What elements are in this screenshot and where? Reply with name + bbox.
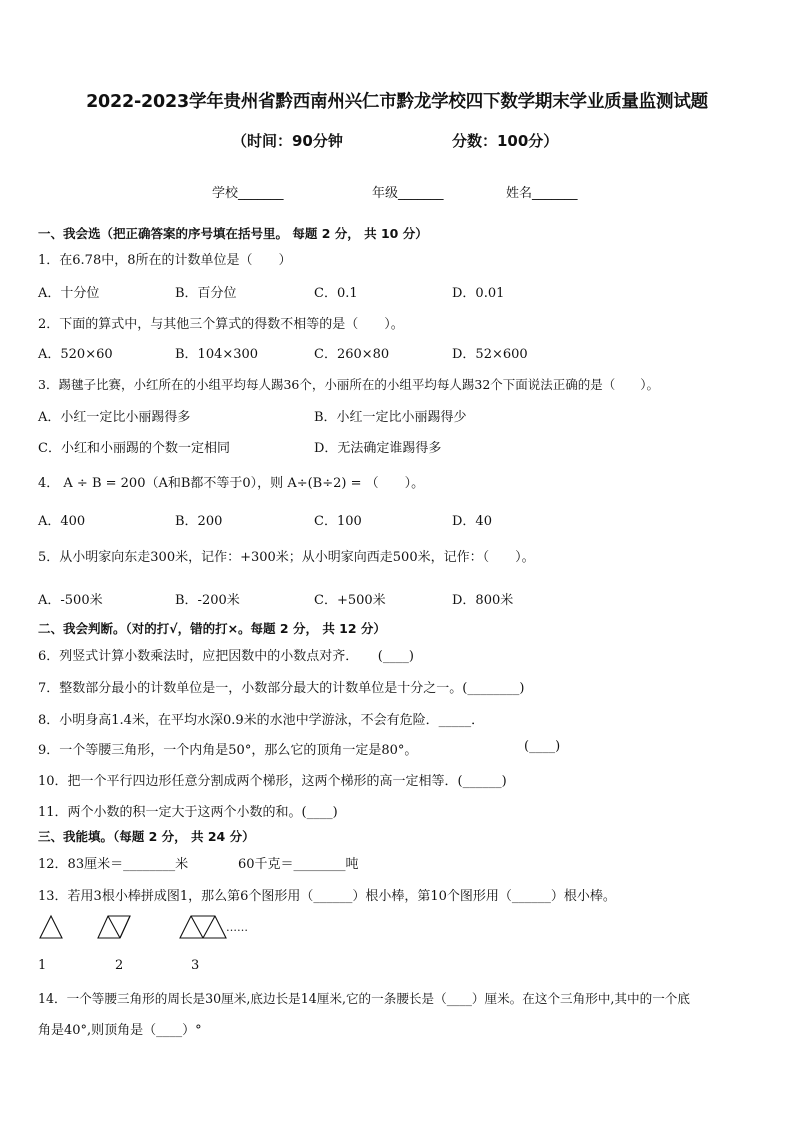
q9-answer-blank: (____) (524, 739, 561, 754)
question-11: 11．两个小数的积一定大于这两个小数的和。(____) (38, 805, 338, 820)
figure-label-3: 3 (191, 958, 200, 973)
question-8: 8．小明身高1.4米，在平均水深0.9米的水池中学游泳，不会有危险．_____． (38, 713, 485, 728)
school-field: 学校_______ (212, 186, 284, 201)
q4-option-b: B．200 (175, 514, 223, 529)
figure-label-1: 1 (38, 958, 47, 973)
question-9: 9．一个等腰三角形，一个内角是50°，那么它的顶角一定是80°。 (38, 743, 418, 758)
q2-option-b: B．104×300 (175, 347, 259, 362)
question-14-line-1: 14．一个等腰三角形的周长是30厘米,底边长是14厘米,它的一条腰长是（____）厘米。在这个三角形中,其中的一个底 (38, 991, 690, 1006)
question-5: 5．从小明家向东走300米，记作：+300米；从小明家向西走500米，记作：（ ）。 (38, 550, 535, 565)
section-2-heading: 二、我会判断。（对的打√，错的打×。每题 2 分， 共 12 分） (38, 621, 386, 636)
section-1-heading: 一、我会选（把正确答案的序号填在括号里。 每题 2 分， 共 10 分） (38, 226, 428, 241)
q2-option-d: D．52×600 (452, 347, 528, 362)
question-1: 1．在6.78中，8所在的计数单位是（ ） (38, 253, 292, 268)
q2-option-a: A．520×60 (38, 347, 113, 362)
q4-option-d: D．40 (452, 514, 492, 529)
question-12-part-b: 60千克＝________吨 (238, 857, 359, 872)
figure-1-triangle (40, 916, 62, 938)
figure-ellipsis: …… (226, 921, 248, 934)
question-13: 13．若用3根小棒拼成图1，那么第6个图形用（______）根小棒，第10个图形用（______）根小棒。 (38, 889, 616, 904)
q4-option-a: A．400 (38, 514, 86, 529)
question-12-part-a: 12．83厘米＝________米 (38, 857, 189, 872)
q1-option-c: C．0.1 (314, 286, 358, 301)
figure-3-triangles (180, 916, 226, 938)
q4-option-c: C．100 (314, 514, 362, 529)
time-limit: （时间：90分钟 (232, 132, 343, 150)
q1-option-d: D．0.01 (452, 286, 505, 301)
question-6: 6．列竖式计算小数乘法时，应把因数中的小数点对齐． (____) (38, 649, 414, 664)
q1-option-a: A．十分位 (38, 286, 100, 301)
q5-option-a: A．-500米 (38, 593, 103, 608)
name-field: 姓名_______ (506, 186, 578, 201)
q3-option-d: D．无法确定谁踢得多 (314, 441, 442, 456)
question-4: 4． A ÷ B = 200（A和B都不等于0），则 A÷(B÷2) = （ ）。 (38, 476, 425, 491)
grade-field: 年级_______ (372, 186, 444, 201)
q3-option-b: B．小红一定比小丽踢得少 (314, 410, 467, 425)
q3-option-c: C．小红和小丽踢的个数一定相同 (38, 441, 230, 456)
q5-option-d: D．800米 (452, 593, 514, 608)
q5-option-b: B．-200米 (175, 593, 240, 608)
total-score: 分数：100分） (452, 132, 559, 150)
figure-label-2: 2 (115, 958, 124, 973)
q2-option-c: C．260×80 (314, 347, 390, 362)
question-2: 2．下面的算式中，与其他三个算式的得数不相等的是（ ）。 (38, 317, 404, 332)
question-3: 3．踢毽子比赛，小红所在的小组平均每人踢36个，小丽所在的小组平均每人踢32个下面说法正确的是（ ）。 (38, 377, 660, 392)
page-title: 2022-2023学年贵州省黔西南州兴仁市黔龙学校四下数学期末学业质量监测试题 (86, 92, 708, 112)
question-14-line-2: 角是40°,则顶角是（____）° (38, 1023, 202, 1038)
question-7: 7．整数部分最小的计数单位是一，小数部分最大的计数单位是十分之一。(________) (38, 681, 525, 696)
question-10: 10．把一个平行四边形任意分割成两个梯形，这两个梯形的高一定相等．(______) (38, 774, 507, 789)
figure-2-triangles (98, 916, 130, 938)
section-3-heading: 三、我能填。（每题 2 分， 共 24 分） (38, 829, 255, 844)
q3-option-a: A．小红一定比小丽踢得多 (38, 410, 191, 425)
q1-option-b: B．百分位 (175, 286, 237, 301)
q5-option-c: C．+500米 (314, 593, 386, 608)
